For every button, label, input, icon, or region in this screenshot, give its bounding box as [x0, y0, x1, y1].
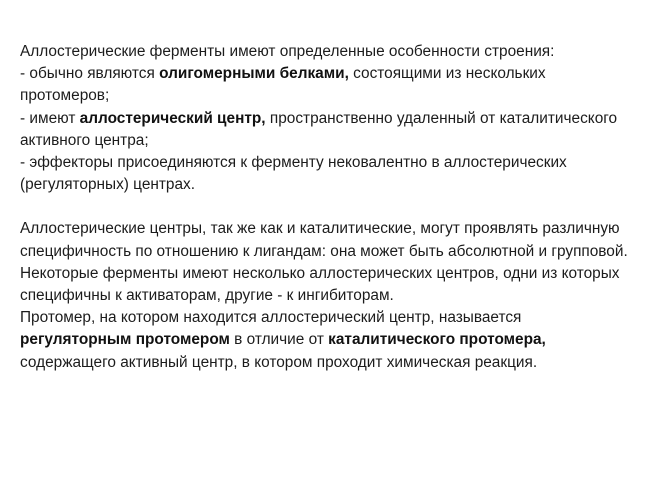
- term-catalytic-protomer: каталитического протомера,: [328, 331, 546, 349]
- feature-effectors: - эффекторы присоединяются к ферменту нековалентно в аллостерических (регуляторных) центрах.: [20, 154, 567, 194]
- feature-oligomeric-post: состоящими из нескольких протомеров;: [20, 65, 546, 105]
- features-intro: Аллостерические ферменты имеют определенные особенности строения:: [20, 43, 555, 60]
- protomer-mid: в отличие от: [229, 331, 329, 349]
- protomer-paragraph: [20, 307, 635, 374]
- feature-oligomeric-pre: - обычно являются: [20, 65, 160, 83]
- term-oligomeric-proteins: олигомерными белками,: [159, 65, 349, 83]
- feature-oligomeric: [20, 63, 635, 107]
- protomer-post: содержащего активный центр, в котором проходит химическая реакция.: [20, 353, 538, 371]
- feature-allosteric-pre: - имеют: [20, 109, 80, 127]
- term-regulatory-protomer: регуляторным протомером: [20, 331, 230, 349]
- feature-allosteric-center: [20, 108, 635, 152]
- paragraph-gap: [20, 196, 635, 218]
- feature-allosteric-post: пространственно удаленный от каталитического активного центра;: [20, 109, 618, 149]
- term-allosteric-center: аллостерический центр,: [79, 109, 266, 127]
- slide-text: [20, 41, 635, 374]
- allosteric-centers-paragraph: Аллостерические центры, так же как и каталитические, могут проявлять различную специфичность по отношению к лигандам: она может быть абсолютной и групповой. Некоторые ферменты имеют несколько аллостерических центров, одни из которых специфичны к активаторам, другие - к ингибиторам.: [20, 220, 628, 305]
- protomer-pre: Протомер, на котором находится аллостерический центр, называется: [20, 309, 522, 327]
